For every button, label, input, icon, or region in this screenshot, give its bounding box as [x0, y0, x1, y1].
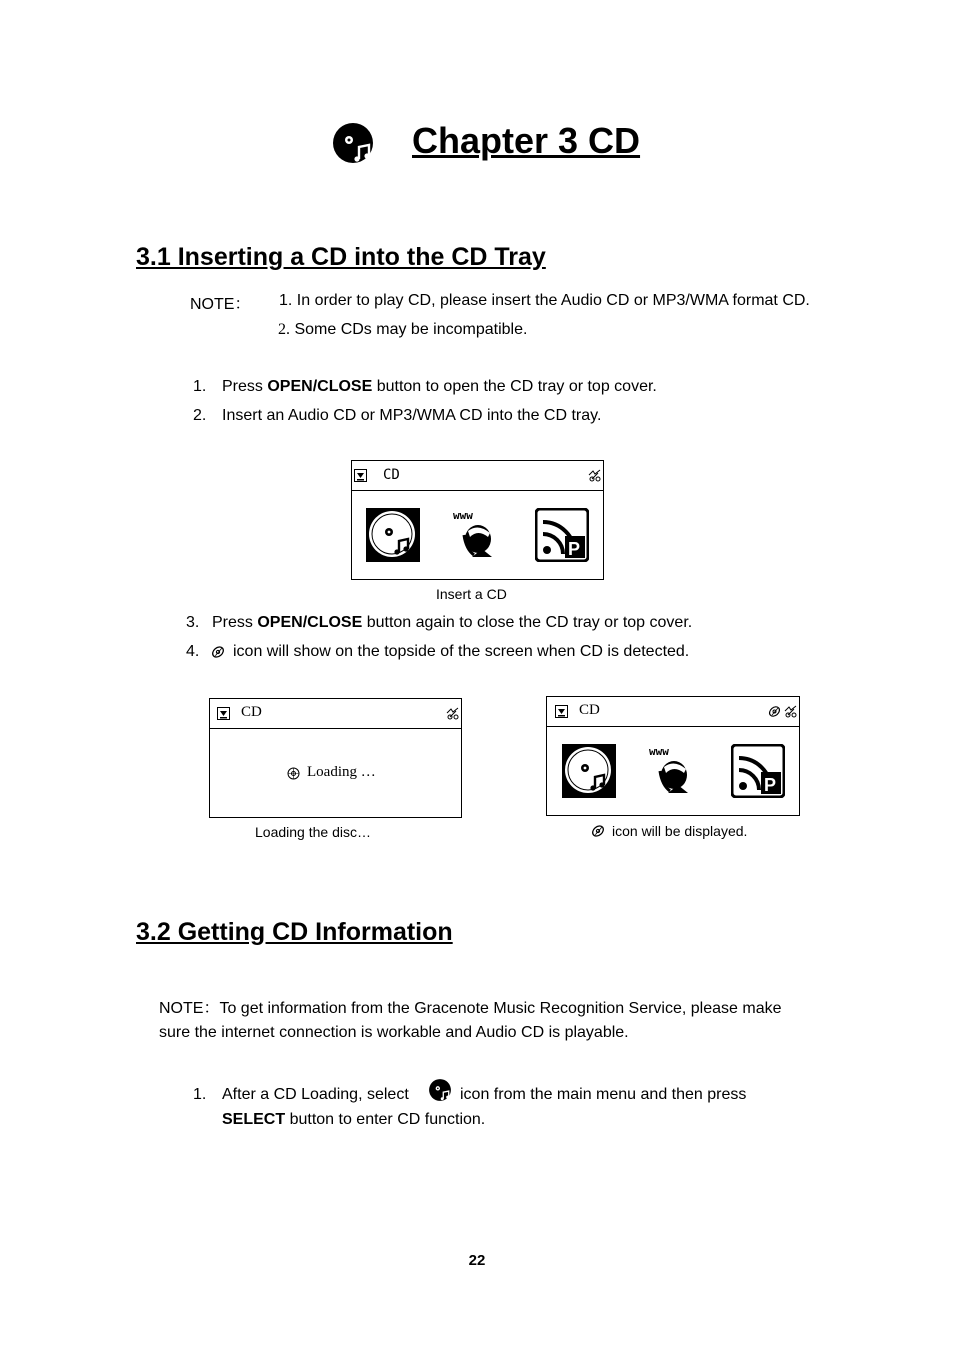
step-3-button-name: OPEN/CLOSE	[257, 614, 363, 631]
cd-menu-icon	[562, 744, 616, 798]
caption-icon-displayed: icon will be displayed.	[612, 823, 748, 839]
step-3-text	[212, 614, 692, 632]
cd-music-icon	[428, 1078, 452, 1102]
podcast-icon	[731, 744, 785, 798]
step-1-post: button to open the CD tray or top cover.	[372, 378, 657, 395]
step-3-post: button again to close the CD tray or top cover.	[362, 614, 693, 631]
note-line-2-number: 2.	[278, 321, 290, 338]
signal-icon	[446, 707, 459, 720]
signal-icon	[784, 705, 797, 718]
down-arrow-icon	[217, 707, 230, 720]
down-arrow-icon	[555, 705, 568, 718]
select-button-name: SELECT	[222, 1111, 286, 1128]
loading-text: Loading …	[307, 764, 376, 780]
note-line-2-text: Some CDs may be incompatible.	[290, 321, 528, 338]
step-3-number: 3.	[186, 614, 200, 631]
cd-menu-icon	[366, 508, 420, 562]
disc-detected-icon	[591, 824, 605, 838]
step-3-2-1-number: 1.	[193, 1086, 207, 1103]
screen-header	[547, 697, 799, 727]
loading-icon	[287, 767, 300, 780]
screen-cd-detected	[546, 696, 800, 816]
step-1-text	[222, 378, 657, 396]
disc-detected-icon	[211, 645, 225, 659]
podcast-icon	[535, 508, 589, 562]
step-1-button-name: OPEN/CLOSE	[267, 378, 373, 395]
screen-insert-cd	[351, 460, 604, 580]
disc-detected-icon	[768, 705, 781, 718]
down-arrow-icon	[354, 469, 367, 482]
note-3-2-line-2: sure the internet connection is workable and Audio CD is playable.	[159, 1024, 629, 1041]
note-line-2	[278, 321, 527, 339]
step-2-text: Insert an Audio CD or MP3/WMA CD into the CD tray.	[222, 407, 602, 424]
section-heading-3-2: 3.2 Getting CD Information	[136, 918, 453, 946]
note-3-2-line-1: NOTE：To get information from the Gracenote Music Recognition Service, please make	[159, 1000, 782, 1017]
note-label: NOTE：	[190, 296, 251, 313]
screen-label: CD	[579, 702, 600, 718]
chapter-title: Chapter 3 CD	[412, 120, 641, 161]
step-3-pre: Press	[212, 614, 258, 631]
screen-loading	[209, 698, 462, 818]
internet-radio-icon	[648, 745, 702, 799]
step-3-2-1-pre: After a CD Loading, select	[222, 1086, 409, 1103]
caption-insert-cd: Insert a CD	[436, 586, 507, 602]
step-2-number: 2.	[193, 407, 207, 424]
signal-icon	[588, 469, 601, 482]
step-4-text: icon will show on the topside of the screen when CD is detected.	[233, 643, 690, 660]
cd-music-icon	[331, 121, 375, 165]
step-4-number: 4.	[186, 643, 200, 660]
step-3-2-1-line-2-text: button to enter CD function.	[285, 1111, 486, 1128]
step-3-2-1-line-2	[222, 1111, 485, 1129]
step-1-pre: Press	[222, 378, 268, 395]
screen-header	[210, 699, 461, 729]
section-heading-3-1: 3.1 Inserting a CD into the CD Tray	[136, 243, 546, 271]
step-3-2-1-post: icon from the main menu and then press	[460, 1086, 747, 1103]
internet-radio-icon	[452, 509, 506, 563]
step-1-number: 1.	[193, 378, 207, 395]
screen-header	[352, 461, 603, 491]
caption-loading: Loading the disc…	[255, 824, 371, 840]
page-number: 22	[468, 1252, 486, 1269]
note-line-1: 1. In order to play CD, please insert the Audio CD or MP3/WMA format CD.	[279, 292, 810, 309]
screen-label: CD	[383, 467, 400, 483]
screen-label: CD	[241, 704, 262, 720]
